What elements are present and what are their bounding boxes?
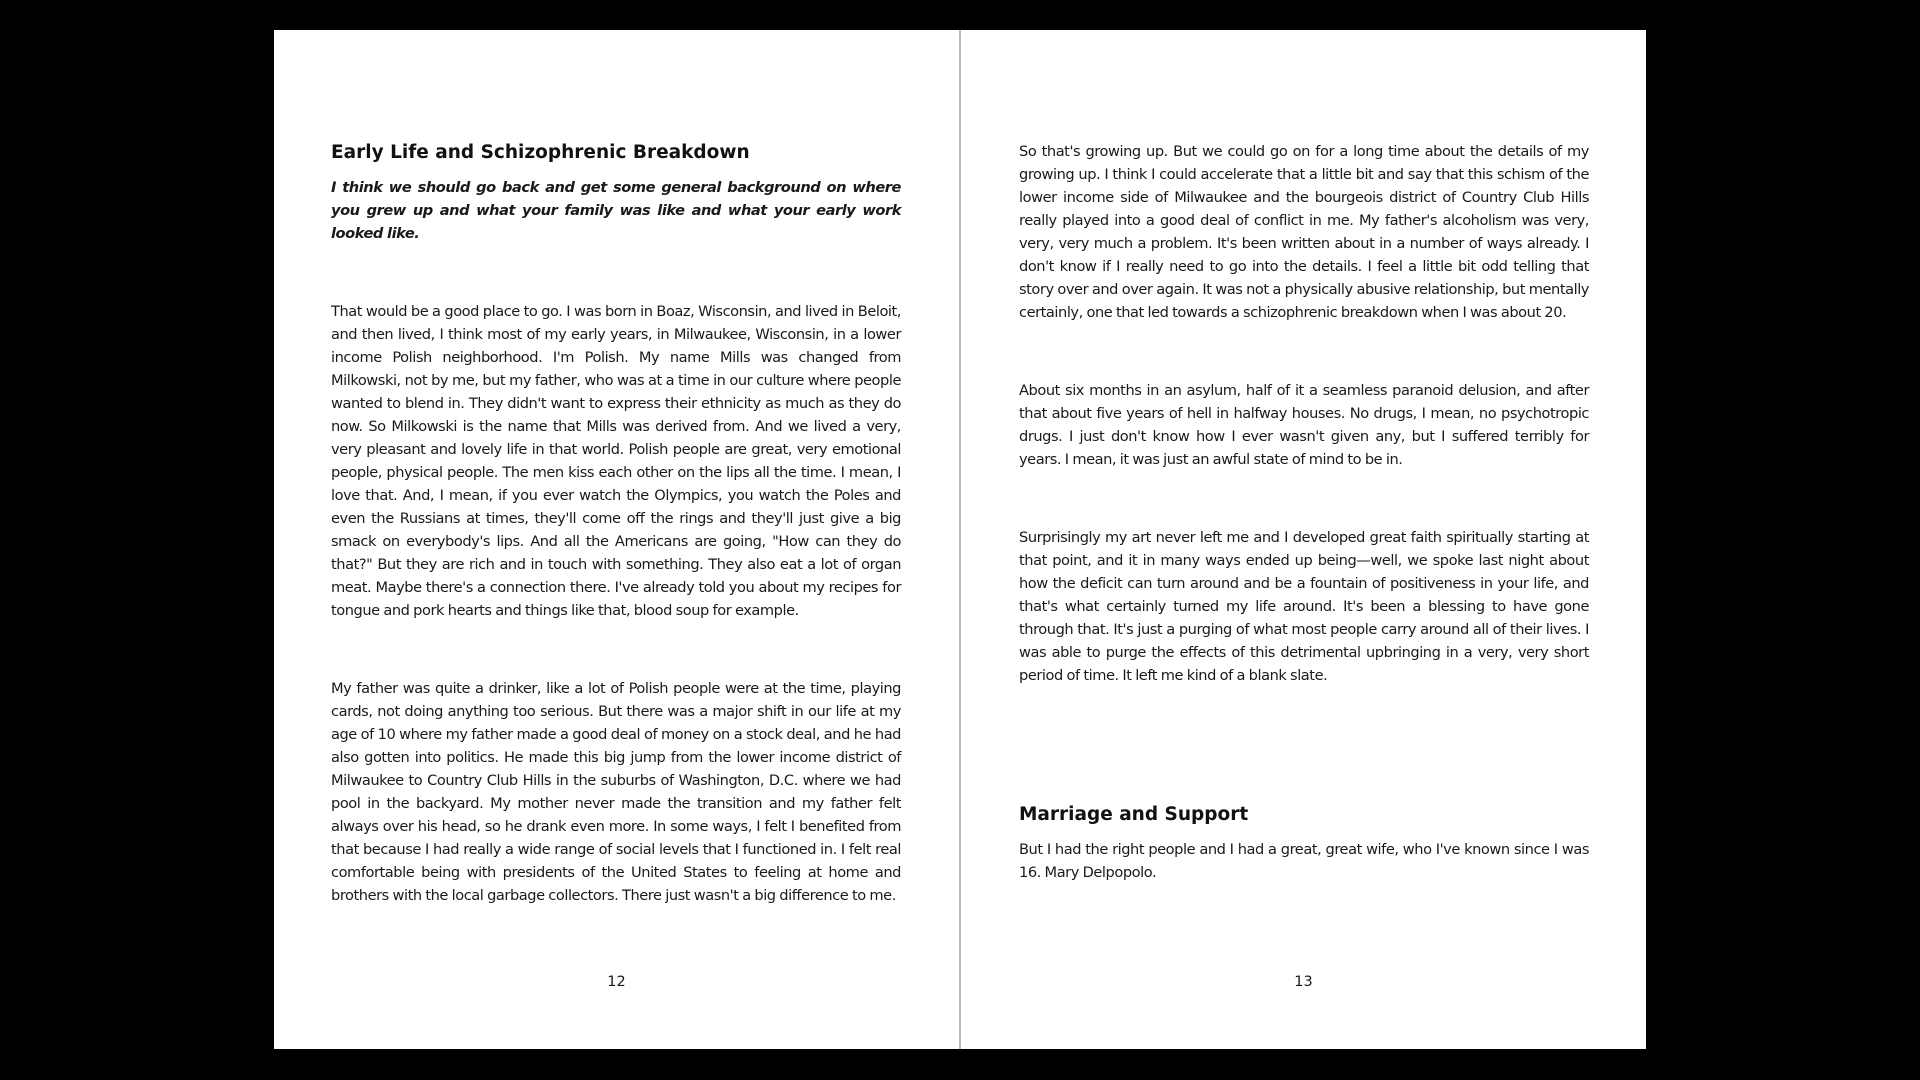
section-heading-marriage: Marriage and Support [1019,804,1249,825]
spacer [1019,471,1589,526]
page-right [961,30,1646,1049]
paragraph-father: My father was quite a drinker, like a lot of Polish people were at the time, playing cards, not doing anything too serious. But there was a major shift in our life at my age of 10 where my father made a good deal of money on a stock deal, and he had also gotten into politics. He made this big jump from the lower income district of Milwaukee to Country Club Hills in the suburbs of Washington, D.C. where we had pool in the backyard. My mother never made the transition and my father felt always over his head, so he drank even more. In some ways, I felt I benefited from that because I had really a wide range of social levels that I functioned in. I felt real comfortable being with presidents of the United States to feeling at home and brothers with the local garbage collectors. There just wasn't a big difference to me. [331,680,901,904]
paragraph-asylum: About six months in an asylum, half of it a seamless paranoid delusion, and after that about five years of hell in halfway houses. No drugs, I mean, no psychotropic drugs. I just don't know how I ever wasn't given any, but I suffered terribly for years. I mean, it was just an awful state of mind to be in. [1019,382,1589,468]
page-right-content [1019,140,1589,884]
paragraph-growing-up: So that's growing up. But we could go on for a long time about the details of my growing up. I think I could accelerate that a little bit and say that this schism of the lower income side of Milwaukee and the bourgeois district of Country Club Hills really played into a good deal of conflict in me. My father's alcoholism was very, very, very much a problem. It's been written about in a number of ways already. I don't know if I really need to go into the details. I feel a little bit odd telling that story over and over again. It was not a physically abusive relationship, but mentally certainly, one that led towards a schizophrenic breakdown when I was about 20. [1019,143,1589,321]
paragraph-childhood: That would be a good place to go. I was born in Boaz, Wisconsin, and lived in Beloit, and then lived, I think most of my early years, in Milwaukee, Wisconsin, in a lower income Polish neighborhood. I'm Polish. My name Mills was changed from Milkowski, not by me, but my father, who was at a time in our culture where people wanted to blend in. They didn't want to express their ethnicity as much as they do now. So Milkowski is the name that Mills was derived from. And we lived a very, very pleasant and lovely life in that world. Polish people are great, very emotional people, physical people. The men kiss each other on the lips all the time. I mean, I love that. And, I mean, if you ever watch the Olympics, you watch the Poles and even the Russians at times, they'll come off the rings and they'll just give a big smack on everybody's lips. And all the Americans are going, "How can they do that?" But they are rich and in touch with something. They also eat a lot of organ meat. Maybe there's a connection there. I've already told you about my recipes for tongue and pork hearts and things like that, blood soup for example. [331,303,901,619]
interview-question: I think we should go back and get some general background on where you grew up and what your family was like and what your early work looked like. [331,179,901,242]
spacer [1019,324,1589,379]
spacer [331,245,901,300]
page-number-right: 13 [1294,974,1313,990]
page-left [274,30,959,1049]
page-spread [274,30,1646,1049]
page-number-left: 12 [607,974,626,990]
paragraph-art: Surprisingly my art never left me and I developed great faith spiritually starting at that point, and it in many ways ended up being—well, we spoke last night about how the deficit can turn around and be a fountain of positiveness in your life, and that's what certainly turned my life around. It's been a blessing to have gone through that. It's just a purging of what most people carry around all of their lives. I was able to purge the effects of this detrimental upbringing in a very, very short period of time. It left me kind of a blank slate. [1019,529,1589,684]
page-left-content [331,140,901,907]
section-heading-early-life: Early Life and Schizophrenic Breakdown [331,142,750,163]
spacer [331,622,901,677]
paragraph-wife: But I had the right people and I had a great, great wife, who I've known since I was 16. Mary Delpopolo. [1019,841,1589,881]
spacer [1019,687,1589,802]
